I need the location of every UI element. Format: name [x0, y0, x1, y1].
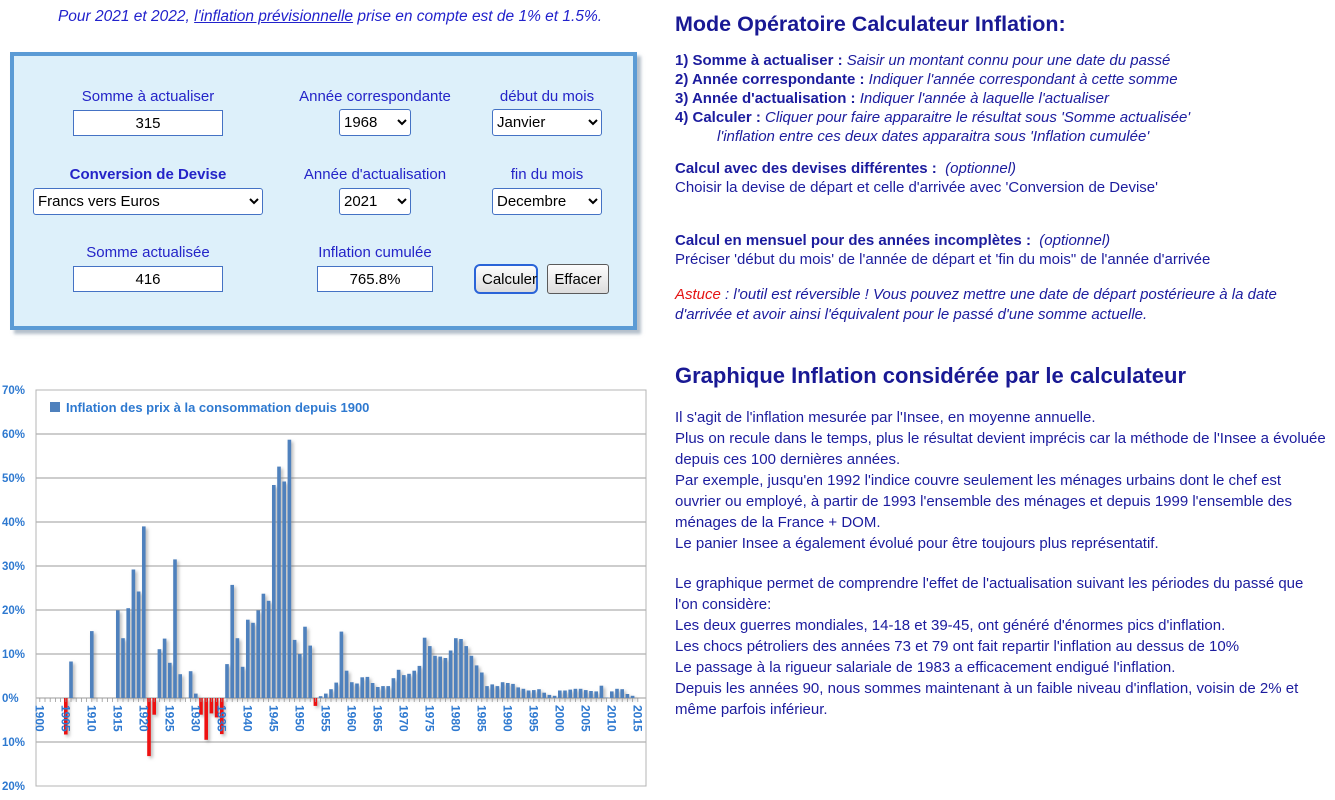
bar-1906 — [69, 662, 73, 699]
bar-1937 — [230, 585, 234, 698]
bar-1973 — [418, 666, 422, 698]
bar-1944 — [267, 601, 271, 698]
astuce-text: : l'outil est réversible ! Vous pouvez mettre une date de départ postérieure à la date d'arrivée et avoir ainsi l'équivalent pour le passé d'une somme actuelle. — [675, 286, 1277, 323]
bar-1919 — [137, 592, 141, 699]
step-2 — [675, 70, 1327, 89]
bar-1962 — [360, 677, 364, 698]
para2-line-1: Le graphique permet de comprendre l'effet de l'actualisation suivant les périodes du passé que l'on considère: — [675, 575, 1304, 613]
bar-1917 — [126, 608, 130, 698]
y-tick-label: 10% — [2, 737, 26, 749]
inflation-chart — [0, 383, 665, 800]
mensuel-label: Calcul en mensuel pour des années incomplètes : — [675, 232, 1031, 249]
bar-1999 — [553, 696, 557, 698]
bar-1949 — [293, 640, 297, 698]
bar-1915 — [116, 610, 120, 698]
x-tick-label: 1915 — [110, 705, 125, 732]
somme-a-actualiser-input[interactable] — [73, 110, 223, 136]
legend-label: Inflation des prix à la consommation depuis 1900 — [66, 400, 370, 415]
bar-1979 — [449, 651, 453, 699]
somme-a-actualiser-label: Somme à actualiser — [81, 88, 215, 105]
bar-1942 — [256, 610, 260, 698]
step-4-cont-text: l'inflation entre ces deux dates apparaitra sous 'Inflation cumulée' — [717, 128, 1150, 145]
x-tick-label: 1900 — [32, 705, 47, 732]
bar-2011 — [615, 689, 619, 698]
astuce-block — [675, 285, 1327, 325]
bar-1951 — [303, 627, 307, 698]
y-tick-label: 70% — [2, 385, 26, 397]
step-2-label: 2) Année correspondante : — [675, 71, 865, 88]
para2-line-2: Les deux guerres mondiales, 14-18 et 39-45, ont généré d'énormes pics d'inflation. — [675, 617, 1226, 634]
x-tick-label: 1985 — [474, 705, 489, 732]
conversion-de-devise-select[interactable] — [33, 188, 263, 215]
bar-1985 — [480, 673, 484, 699]
bar-1990 — [506, 683, 510, 698]
bar-1977 — [438, 657, 442, 698]
bar-1910 — [90, 631, 94, 698]
astuce-label: Astuce — [675, 286, 721, 303]
x-tick-label: 2005 — [578, 705, 593, 732]
bar-1956 — [329, 689, 333, 698]
y-tick-label: 20% — [2, 781, 26, 793]
forecast-banner — [0, 8, 660, 26]
bar-1983 — [470, 656, 474, 698]
bar-2004 — [579, 689, 583, 698]
bar-1960 — [350, 682, 354, 698]
debut-du-mois-label: début du mois — [499, 88, 595, 105]
y-tick-label: 30% — [2, 561, 26, 573]
step-2-text: Indiquer l'année correspondant à cette somme — [868, 71, 1178, 88]
bar-2005 — [584, 690, 588, 698]
bar-1936 — [225, 664, 229, 698]
bar-1939 — [241, 667, 245, 698]
step-3 — [675, 89, 1327, 108]
bar-1940 — [246, 620, 250, 698]
bar-2012 — [620, 689, 624, 698]
bar-1943 — [262, 594, 266, 698]
bar-1981 — [459, 639, 463, 698]
x-tick-label: 1995 — [526, 705, 541, 732]
y-tick-label: 0% — [2, 693, 19, 705]
bar-1991 — [511, 684, 515, 698]
bar-1948 — [288, 440, 292, 698]
para1-line-1: Il s'agit de l'inflation mesurée par l'Insee, en moyenne annuelle. — [675, 409, 1096, 426]
bar-1997 — [542, 693, 546, 698]
x-tick-label: 1950 — [292, 705, 307, 732]
step-1 — [675, 51, 1327, 70]
banner-text-prefix: Pour 2021 et 2022, — [57, 8, 195, 25]
bar-1987 — [490, 684, 494, 698]
step-4-continuation — [675, 127, 1327, 146]
y-tick-label: 10% — [2, 649, 26, 661]
inflation-previsionnelle-link[interactable]: l'inflation prévisionnelle — [194, 8, 354, 25]
bar-1976 — [433, 656, 437, 698]
bar-1993 — [522, 689, 526, 698]
bar-1923 — [158, 649, 162, 698]
bar-2010 — [610, 691, 614, 698]
bar-1955 — [324, 694, 328, 698]
step-4-text: Cliquer pour faire apparaitre le résultat sous 'Somme actualisée' — [765, 109, 1191, 126]
bar-2007 — [594, 691, 598, 698]
conversion-de-devise-label: Conversion de Devise — [69, 166, 227, 183]
bar-1947 — [282, 482, 286, 699]
x-tick-label: 1970 — [396, 705, 411, 732]
bar-2001 — [563, 691, 567, 699]
fin-du-mois-label: fin du mois — [510, 166, 584, 183]
mode-operatoire-steps — [675, 51, 1327, 146]
graphique-title: Graphique Inflation considérée par le calculateur — [675, 363, 1187, 388]
bar-1963 — [366, 677, 370, 698]
bar-1959 — [345, 671, 349, 698]
y-tick-label: 40% — [2, 517, 26, 529]
bar-1965 — [376, 687, 380, 698]
bar-1950 — [298, 654, 302, 698]
x-tick-label: 1920 — [136, 705, 151, 732]
mensuel-optional: (optionnel) — [1039, 232, 1111, 249]
para2-line-3: Les chocs pétroliers des années 73 et 79 ont fait repartir l'inflation au dessus de 10% — [675, 638, 1240, 655]
step-4-label: 4) Calculer : — [675, 109, 761, 126]
x-tick-label: 1965 — [370, 705, 385, 732]
step-1-label: 1) Somme à actualiser : — [675, 52, 843, 69]
fin-du-mois-select[interactable] — [492, 188, 602, 215]
devises-optional: (optionnel) — [945, 160, 1017, 177]
bar-1966 — [381, 686, 385, 698]
mode-operatoire-title: Mode Opératoire Calculateur Inflation: — [675, 12, 1066, 36]
para1-line-2: Plus on recule dans le temps, plus le résultat devient imprécis car la méthode de l'Insee a évoluée depuis ces 100 dernières années. — [675, 430, 1326, 468]
graphique-paragraph-2 — [675, 573, 1327, 720]
bar-1971 — [407, 674, 411, 698]
legend-marker-icon — [50, 402, 60, 412]
annee-correspondante-select[interactable] — [339, 109, 411, 136]
devises-text: Choisir la devise de départ et celle d'arrivée avec 'Conversion de Devise' — [675, 179, 1159, 196]
inflation-cumulee-label: Inflation cumulée — [318, 244, 432, 261]
inflation-chart-container — [0, 383, 665, 800]
bar-1986 — [485, 686, 489, 698]
bar-1964 — [371, 683, 375, 698]
bar-1938 — [236, 638, 240, 698]
bar-1969 — [397, 670, 401, 698]
calculer-button[interactable]: Calculer — [474, 264, 538, 294]
bar-1998 — [548, 695, 552, 698]
annee-correspondante-label: Année correspondante — [299, 88, 451, 105]
bar-1994 — [527, 691, 531, 699]
bar-1920 — [142, 526, 146, 698]
bar-1952 — [308, 646, 312, 698]
bar-1961 — [355, 684, 359, 699]
bar-2014 — [631, 696, 635, 698]
bar-1946 — [277, 467, 281, 698]
x-tick-label: 2015 — [630, 705, 645, 732]
right-column — [675, 0, 1327, 720]
bar-2013 — [626, 694, 630, 698]
somme-actualisee-label: Somme actualisée — [86, 244, 210, 261]
step-3-text: Indiquer l'année à laquelle l'actualiser — [859, 90, 1109, 107]
bar-1989 — [501, 682, 505, 698]
bar-1954 — [319, 696, 323, 698]
y-tick-label: 50% — [2, 473, 26, 485]
bar-1996 — [537, 689, 541, 698]
bar-2002 — [568, 690, 572, 698]
annee-actualisation-select[interactable] — [339, 188, 411, 215]
step-4 — [675, 108, 1327, 127]
bar-1924 — [163, 639, 167, 698]
x-tick-label: 2010 — [604, 705, 619, 732]
x-tick-label: 2000 — [552, 705, 567, 732]
x-tick-label: 1955 — [318, 705, 333, 732]
bar-1984 — [475, 665, 479, 698]
step-3-label: 3) Année d'actualisation : — [675, 90, 856, 107]
bar-1978 — [444, 658, 448, 698]
para2-line-4: Le passage à la rigueur salariale de 1983 a efficacement endigué l'inflation. — [675, 659, 1176, 676]
bar-1974 — [423, 638, 427, 698]
annee-actualisation-label: Année d'actualisation — [303, 166, 447, 183]
bar-2008 — [600, 686, 604, 698]
bar-1926 — [173, 559, 177, 698]
bar-1980 — [454, 638, 458, 698]
y-tick-label: 20% — [2, 605, 26, 617]
x-tick-label: 1960 — [344, 705, 359, 732]
effacer-button[interactable]: Effacer — [547, 264, 609, 294]
bar-1932 — [204, 698, 208, 740]
bar-1918 — [132, 570, 136, 699]
y-tick-label: 60% — [2, 429, 26, 441]
step-1-text: Saisir un montant connu pour une date du passé — [846, 52, 1171, 69]
x-tick-label: 1945 — [266, 705, 281, 732]
bar-1968 — [392, 678, 396, 698]
bar-1992 — [516, 687, 520, 698]
somme-actualisee-input[interactable] — [73, 266, 223, 292]
debut-du-mois-select[interactable] — [492, 109, 602, 136]
x-tick-label: 1975 — [422, 705, 437, 732]
bar-1958 — [340, 632, 344, 698]
x-tick-label: 1980 — [448, 705, 463, 732]
inflation-calculator-panel — [10, 52, 637, 330]
bar-1945 — [272, 485, 276, 698]
bar-2000 — [558, 691, 562, 699]
bar-1925 — [168, 663, 172, 698]
para1-line-3: Par exemple, jusqu'en 1992 l'indice couvre seulement les ménages urbains dont le chef est ouvrier ou employé, à partir de 1993 l'ensemble des ménages et depuis 1999 l'ensemble des ménages de la France + DOM. — [675, 472, 1292, 531]
x-tick-label: 1940 — [240, 705, 255, 732]
para1-line-4: Le panier Insee a également évolué pour être toujours plus représentatif. — [675, 535, 1159, 552]
x-tick-label: 1930 — [188, 705, 203, 732]
devises-label: Calcul avec des devises différentes : — [675, 160, 937, 177]
x-tick-label: 1910 — [84, 705, 99, 732]
bar-1957 — [334, 683, 338, 698]
x-tick-label: 1990 — [500, 705, 515, 732]
bar-1972 — [412, 671, 416, 698]
devises-block — [675, 159, 1327, 197]
x-tick-label: 1925 — [162, 705, 177, 732]
bar-1995 — [532, 690, 536, 698]
banner-text-suffix: prise en compte est de 1% et 1.5%. — [353, 8, 603, 25]
bar-1941 — [251, 623, 255, 698]
bar-2003 — [574, 689, 578, 698]
bar-1927 — [178, 674, 182, 698]
bar-1929 — [189, 671, 193, 698]
mensuel-text: Préciser 'début du mois' de l'année de départ et 'fin du mois" de l'année d'arrivée — [675, 251, 1211, 268]
para2-line-5: Depuis les années 90, nous sommes maintenant à un faible niveau d'inflation, voisin de 2% et même parfois inférieur. — [675, 680, 1299, 718]
bar-1988 — [496, 686, 500, 698]
bar-1975 — [428, 646, 432, 698]
graphique-paragraph-1 — [675, 407, 1327, 554]
bar-2006 — [589, 691, 593, 698]
bar-1970 — [402, 675, 406, 698]
bar-1916 — [121, 638, 125, 698]
x-tick-label: 1935 — [214, 705, 229, 732]
bar-1967 — [386, 686, 390, 698]
bar-1930 — [194, 694, 198, 698]
x-tick-label: 1905 — [58, 705, 73, 732]
mensuel-block — [675, 231, 1327, 269]
bar-1982 — [464, 646, 468, 698]
inflation-cumulee-input[interactable] — [317, 266, 433, 292]
